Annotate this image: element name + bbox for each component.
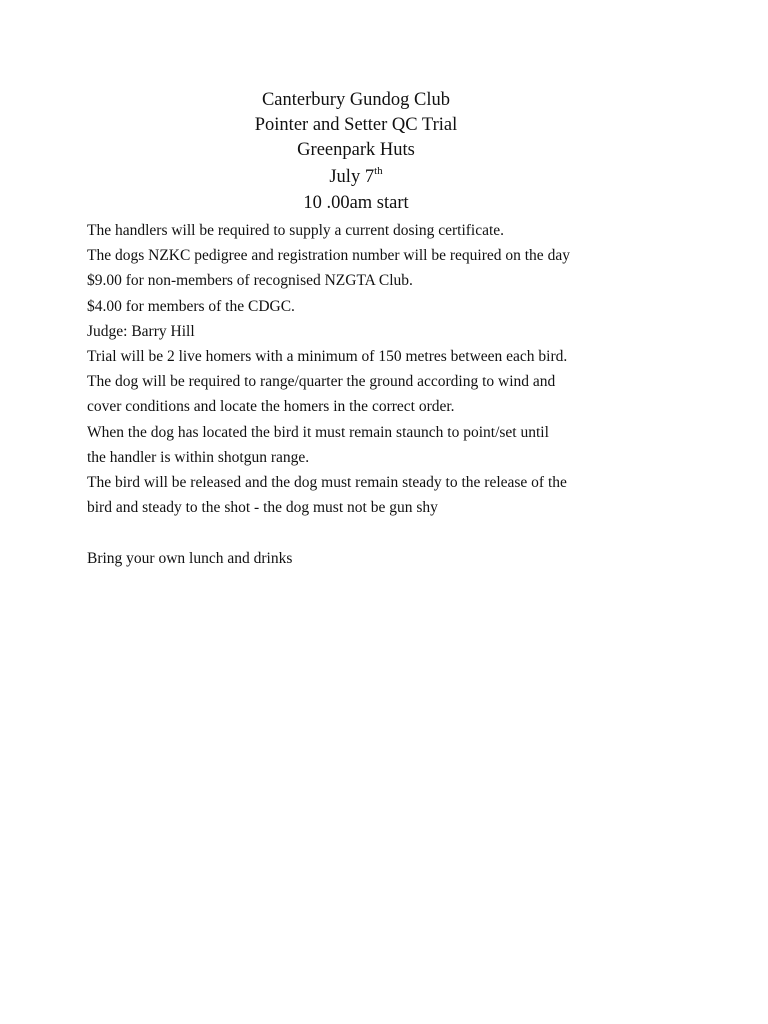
club-name: Canterbury Gundog Club <box>261 90 451 110</box>
body-line-pedigree: The dogs NZKC pedigree and registration number will be required on the day <box>87 247 570 265</box>
body-line-trial-format: Trial will be 2 live homers with a minimum of 150 metres between each bird. <box>87 348 568 366</box>
body-line-shotgun-range: the handler is within shotgun range. <box>87 448 310 466</box>
body-line-lunch: Bring your own lunch and drinks <box>87 549 293 567</box>
document-heading <box>0 88 712 216</box>
body-line-judge: Judge: Barry Hill <box>87 322 195 340</box>
document-body <box>87 218 707 571</box>
body-line-cover-conditions: cover conditions and locate the homers in the correct order. <box>87 398 455 416</box>
event-date-text: July 7 <box>329 167 375 187</box>
event-title: Pointer and Setter QC Trial <box>254 115 458 135</box>
body-line-non-member-fee: $9.00 for non-members of recognised NZGTA Club. <box>87 272 413 290</box>
start-time: 10 .00am start <box>303 193 409 213</box>
body-line-point-set: When the dog has located the bird it must remain staunch to point/set until <box>87 423 549 441</box>
body-line-member-fee: $4.00 for members of the CDGC. <box>87 297 295 315</box>
body-line-bird-release: The bird will be released and the dog must remain steady to the release of the <box>87 474 567 492</box>
body-line-gun-shy: bird and steady to the shot - the dog must not be gun shy <box>87 499 438 517</box>
event-date-suffix: th <box>374 165 383 177</box>
venue: Greenpark Huts <box>297 140 415 160</box>
body-line-dosing-certificate: The handlers will be required to supply a current dosing certificate. <box>87 222 505 239</box>
event-date <box>0 164 712 191</box>
body-line-range-quarter: The dog will be required to range/quarter the ground according to wind and <box>87 373 556 391</box>
paragraph-spacer <box>87 520 707 545</box>
